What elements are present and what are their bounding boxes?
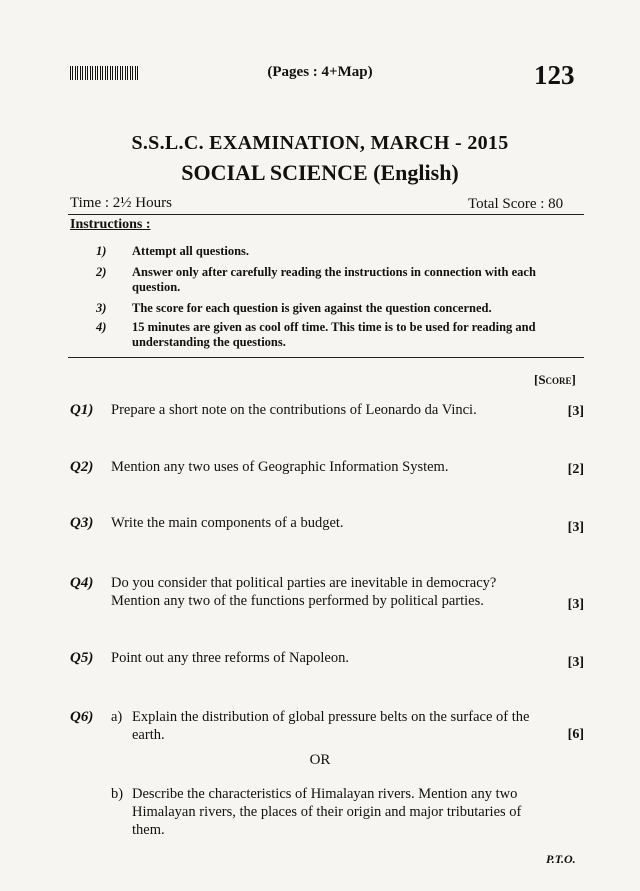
instruction-text: 15 minutes are given as cool off time. This time is to be used for reading and understanding the questions.: [132, 320, 536, 349]
question-score: [6]: [567, 727, 584, 742]
instruction-item: [96, 301, 586, 316]
or-separator: OR: [309, 752, 331, 768]
question-2: [70, 458, 586, 478]
option-label: a): [111, 709, 123, 725]
question-text: Do you consider that political parties are inevitable in democracy? Mention any two of the functions performed by political parties.: [111, 575, 497, 609]
instruction-text: Attempt all questions.: [132, 244, 250, 258]
question-text: Write the main components of a budget.: [111, 515, 344, 531]
time-allowed: Time : 2½ Hours: [70, 195, 172, 211]
option-label: b): [111, 786, 124, 802]
question-6b: [70, 785, 586, 841]
question-score: [3]: [567, 655, 584, 670]
divider: [68, 214, 584, 215]
question-1: [70, 401, 586, 421]
question-number: Q4): [70, 575, 94, 591]
question-5: [70, 649, 586, 669]
pages-count: (Pages : 4+Map): [267, 64, 373, 80]
question-score: [3]: [567, 404, 584, 419]
instruction-number: 1): [96, 244, 107, 258]
instruction-number: 2): [96, 265, 107, 279]
option-text: Describe the characteristics of Himalayan rivers. Mention any two Himalayan rivers, the places of their origin and major tributaries of them.: [132, 786, 522, 838]
divider: [68, 357, 584, 358]
question-number: Q2): [70, 459, 94, 475]
question-score: [3]: [567, 597, 584, 612]
score-column-heading: [Score]: [534, 372, 576, 387]
question-number: Q3): [70, 515, 94, 531]
total-score: Total Score : 80: [468, 196, 564, 212]
paper-code: 123: [534, 60, 575, 90]
page-turn-note: P.T.O.: [546, 852, 576, 866]
question-number: Q1): [70, 402, 94, 418]
question-3: [70, 514, 586, 534]
question-text: Point out any three reforms of Napoleon.: [111, 650, 349, 666]
instruction-number: 4): [96, 320, 107, 334]
question-4: [70, 574, 586, 614]
instruction-item: [96, 265, 586, 295]
instruction-text: The score for each question is given against the question concerned.: [132, 301, 492, 315]
question-score: [2]: [567, 462, 584, 477]
question-text: Mention any two uses of Geographic Information System.: [111, 459, 449, 475]
question-text: Prepare a short note on the contributions of Leonardo da Vinci.: [111, 402, 477, 418]
exam-title: S.S.L.C. EXAMINATION, MARCH - 2015: [131, 132, 509, 154]
question-6a: [70, 708, 586, 748]
question-number: Q6): [70, 709, 94, 725]
question-number: Q5): [70, 650, 94, 666]
instruction-item: [96, 320, 586, 350]
instruction-text: Answer only after carefully reading the instructions in connection with each question.: [132, 265, 536, 294]
question-score: [3]: [567, 520, 584, 535]
instructions-heading: Instructions :: [70, 217, 151, 232]
instruction-number: 3): [96, 301, 107, 315]
subject-title: SOCIAL SCIENCE (English): [181, 160, 459, 185]
option-text: Explain the distribution of global pressure belts on the surface of the earth.: [132, 709, 530, 743]
instruction-item: [96, 244, 586, 259]
